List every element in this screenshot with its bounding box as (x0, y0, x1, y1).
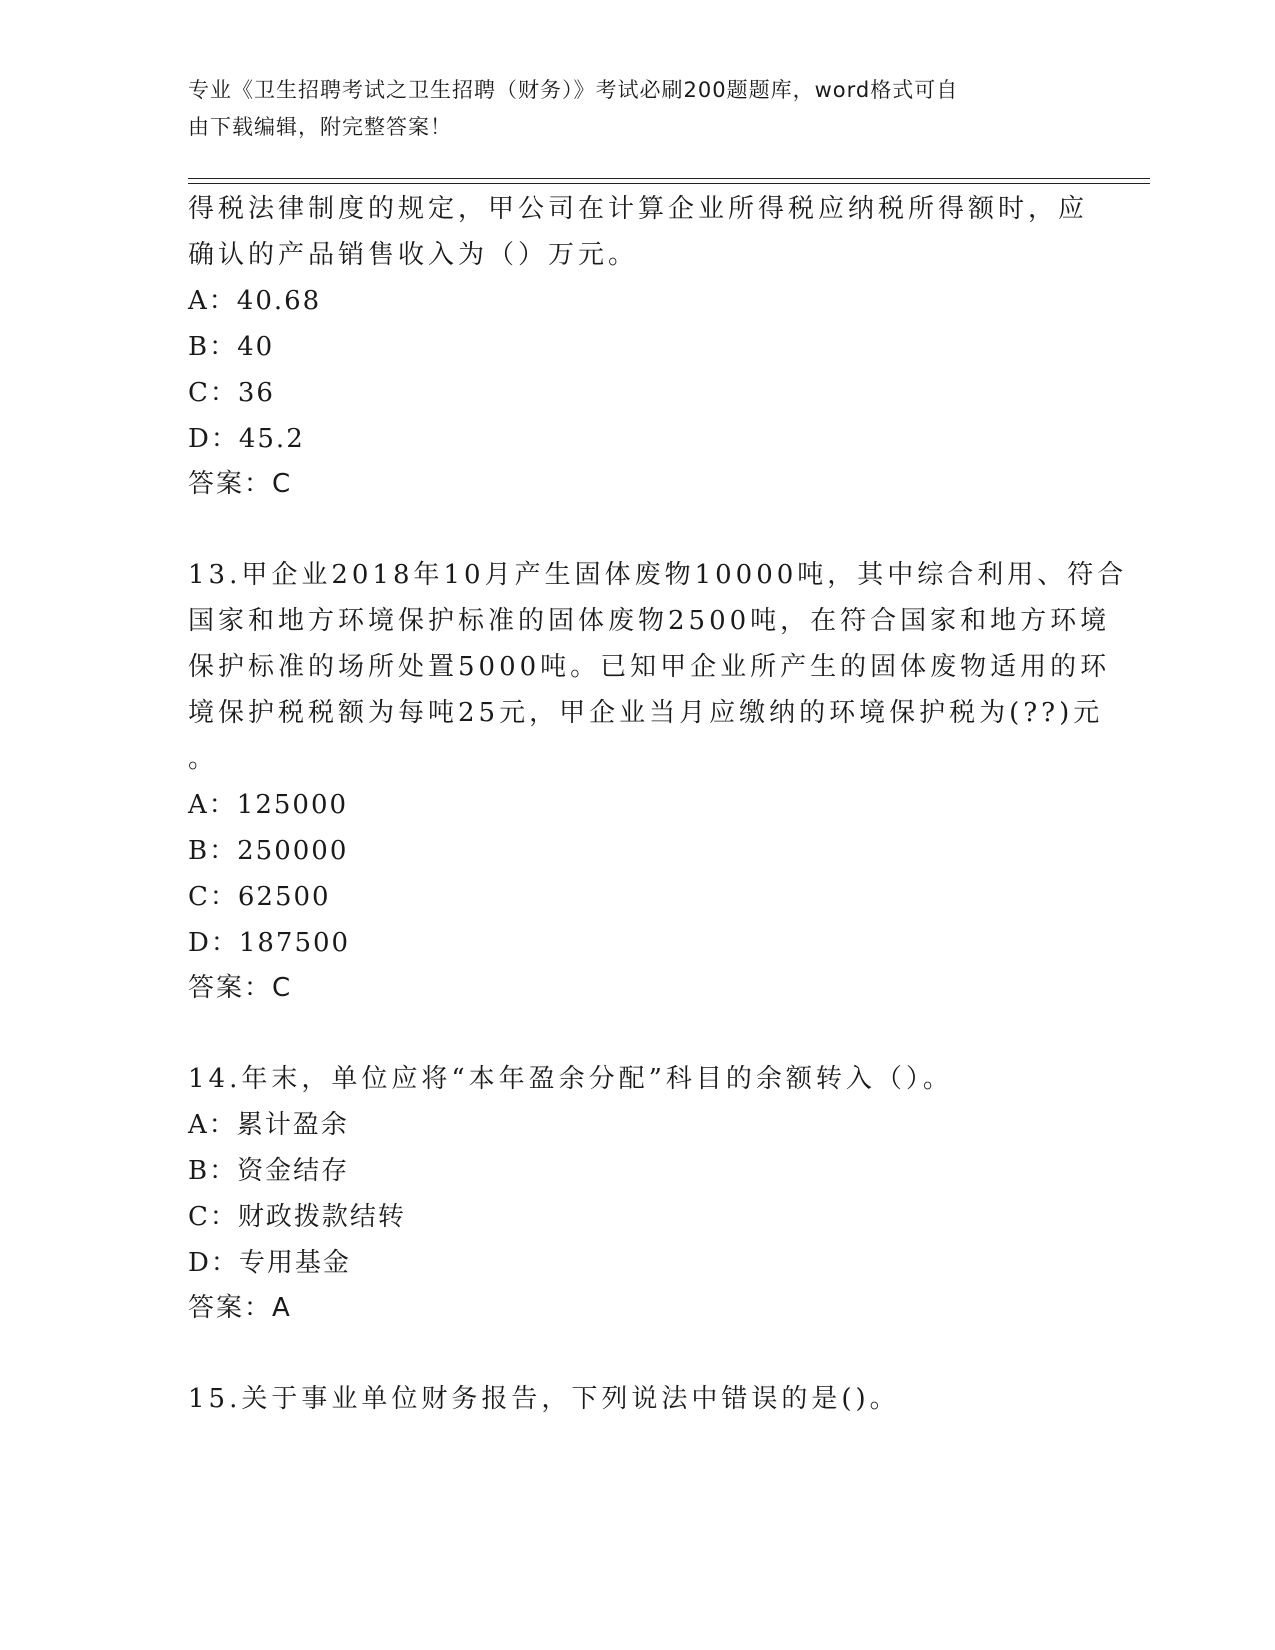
option-d: D：187500 (188, 928, 351, 958)
answer-label: 答案：A (188, 1293, 292, 1323)
question-14 (188, 1056, 1088, 1330)
question-15 (188, 1376, 1088, 1422)
answer-label: 答案：C (188, 469, 293, 499)
option-c: C：36 (188, 378, 275, 408)
question-content (188, 186, 1128, 1422)
option-d: D：专用基金 (188, 1248, 351, 1278)
question-text-line: 确认的产品销售收入为（）万元。 (188, 240, 639, 270)
question-text-line: 15.关于事业单位财务报告，下列说法中错误的是()。 (188, 1384, 900, 1414)
document-header (188, 72, 1068, 146)
answer-label: 答案：C (188, 973, 293, 1003)
option-b: B：40 (188, 332, 275, 362)
option-c: C：62500 (188, 882, 331, 912)
option-a: A：40.68 (188, 286, 322, 316)
question-text-line: 国家和地方环境保护标准的固体废物2500吨，在符合国家和地方环境 (188, 606, 1111, 636)
question-text-line: 得税法律制度的规定，甲公司在计算企业所得税应纳税所得额时，应 (188, 194, 1089, 224)
option-a: A：125000 (188, 790, 349, 820)
question-text-line: 14.年末，单位应将“本年盈余分配”科目的余额转入（）。 (188, 1064, 953, 1094)
question-text-line: 境保护税税额为每吨25元，甲企业当月应缴纳的环境保护税为(??)元 (188, 698, 1104, 728)
option-b: B：250000 (188, 836, 349, 866)
option-c: C：财政拨款结转 (188, 1202, 406, 1232)
question-text-line: 保护标准的场所处置5000吨。已知甲企业所产生的固体废物适用的环 (188, 652, 1111, 682)
question-12 (188, 186, 1088, 506)
question-13 (188, 552, 1128, 1010)
option-d: D：45.2 (188, 424, 305, 454)
question-text-line: 。 (188, 744, 219, 774)
question-text-line: 13.甲企业2018年10月产生固体废物10000吨，其中综合利用、符合 (188, 560, 1128, 590)
header-divider-top (188, 178, 1150, 179)
option-a: A：累计盈余 (188, 1110, 349, 1140)
header-line-2: 由下载编辑，附完整答案！ (188, 115, 452, 139)
header-divider-bottom (188, 183, 1150, 184)
option-b: B：资金结存 (188, 1156, 350, 1186)
header-line-1: 专业《卫生招聘考试之卫生招聘（财务）》考试必刷200题题库，word格式可自 (188, 78, 959, 102)
